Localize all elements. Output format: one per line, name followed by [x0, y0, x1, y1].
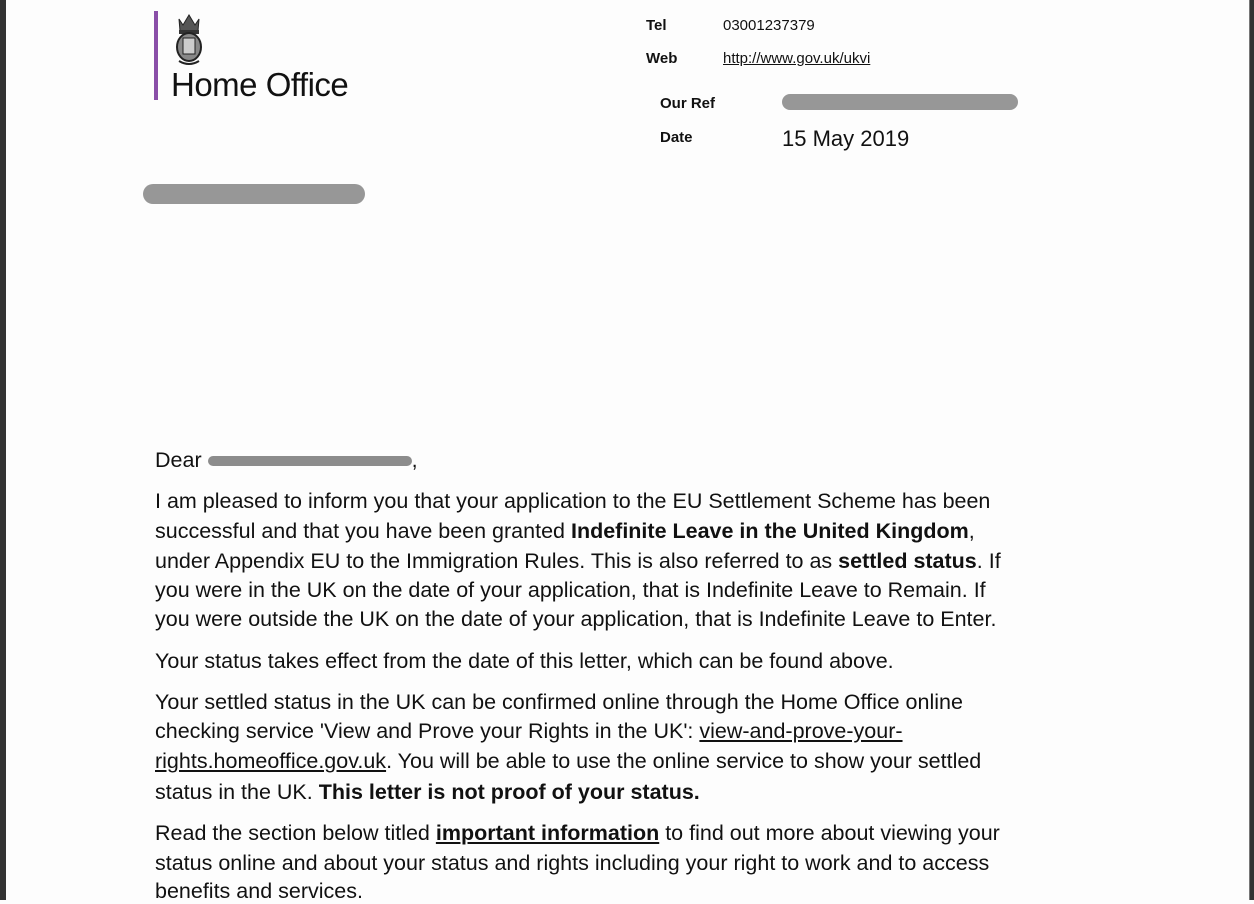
p3-line4: status in the UK. This letter is not proof of your status.	[155, 780, 700, 804]
p1-line2: successful and that you have been granted Indefinite Leave in the United Kingdom,	[155, 519, 975, 543]
tel-label: Tel	[646, 17, 667, 34]
redacted-reference	[782, 94, 1018, 110]
web-link[interactable]: http://www.gov.uk/ukvi	[723, 50, 871, 67]
p1-line1: I am pleased to inform you that your application to the EU Settlement Scheme has been	[155, 489, 991, 513]
date-label: Date	[660, 129, 693, 146]
p4-line2: status online and about your status and rights including your right to work and to access	[155, 851, 990, 875]
p1-line4: you were in the UK on the date of your application, that is Indefinite Leave to Remain. If	[155, 578, 986, 602]
vpr-link[interactable]: view-and-prove-your-	[699, 719, 903, 743]
redacted-name	[208, 456, 412, 466]
salutation: Dear ,	[155, 448, 418, 472]
viewer-left-edge	[0, 0, 6, 900]
p3-line2: checking service 'View and Prove your Rights in the UK': view-and-prove-your-	[155, 719, 903, 743]
viewer-scrollbar[interactable]	[1249, 0, 1254, 900]
royal-crest-icon	[171, 11, 207, 69]
p1-line5: you were outside the UK on the date of your application, that is Indefinite Leave to Enter.	[155, 607, 997, 631]
p1-line3: under Appendix EU to the Immigration Rules. This is also referred to as settled status. If	[155, 549, 1001, 573]
important-information-link[interactable]: important information	[435, 821, 660, 845]
p4-line1: Read the section below titled important information to find out more about viewing your	[155, 821, 1000, 845]
logo-bar	[154, 11, 158, 100]
tel-value: 03001237379	[723, 17, 815, 34]
web-label: Web	[646, 50, 678, 67]
date-value: 15 May 2019	[782, 126, 910, 151]
p3-line1: Your settled status in the UK can be confirmed online through the Home Office online	[155, 690, 963, 714]
p4-line3: benefits and services.	[155, 879, 363, 903]
p2: Your status takes effect from the date of this letter, which can be found above.	[155, 649, 894, 673]
p3-line3: rights.homeoffice.gov.uk. You will be able to use the online service to show your settled	[155, 749, 982, 773]
home-office-logo-text: Home Office	[171, 66, 349, 103]
redacted-address	[143, 184, 365, 204]
ref-label: Our Ref	[660, 95, 716, 112]
vpr-link-cont[interactable]: rights.homeoffice.gov.uk	[155, 749, 387, 773]
